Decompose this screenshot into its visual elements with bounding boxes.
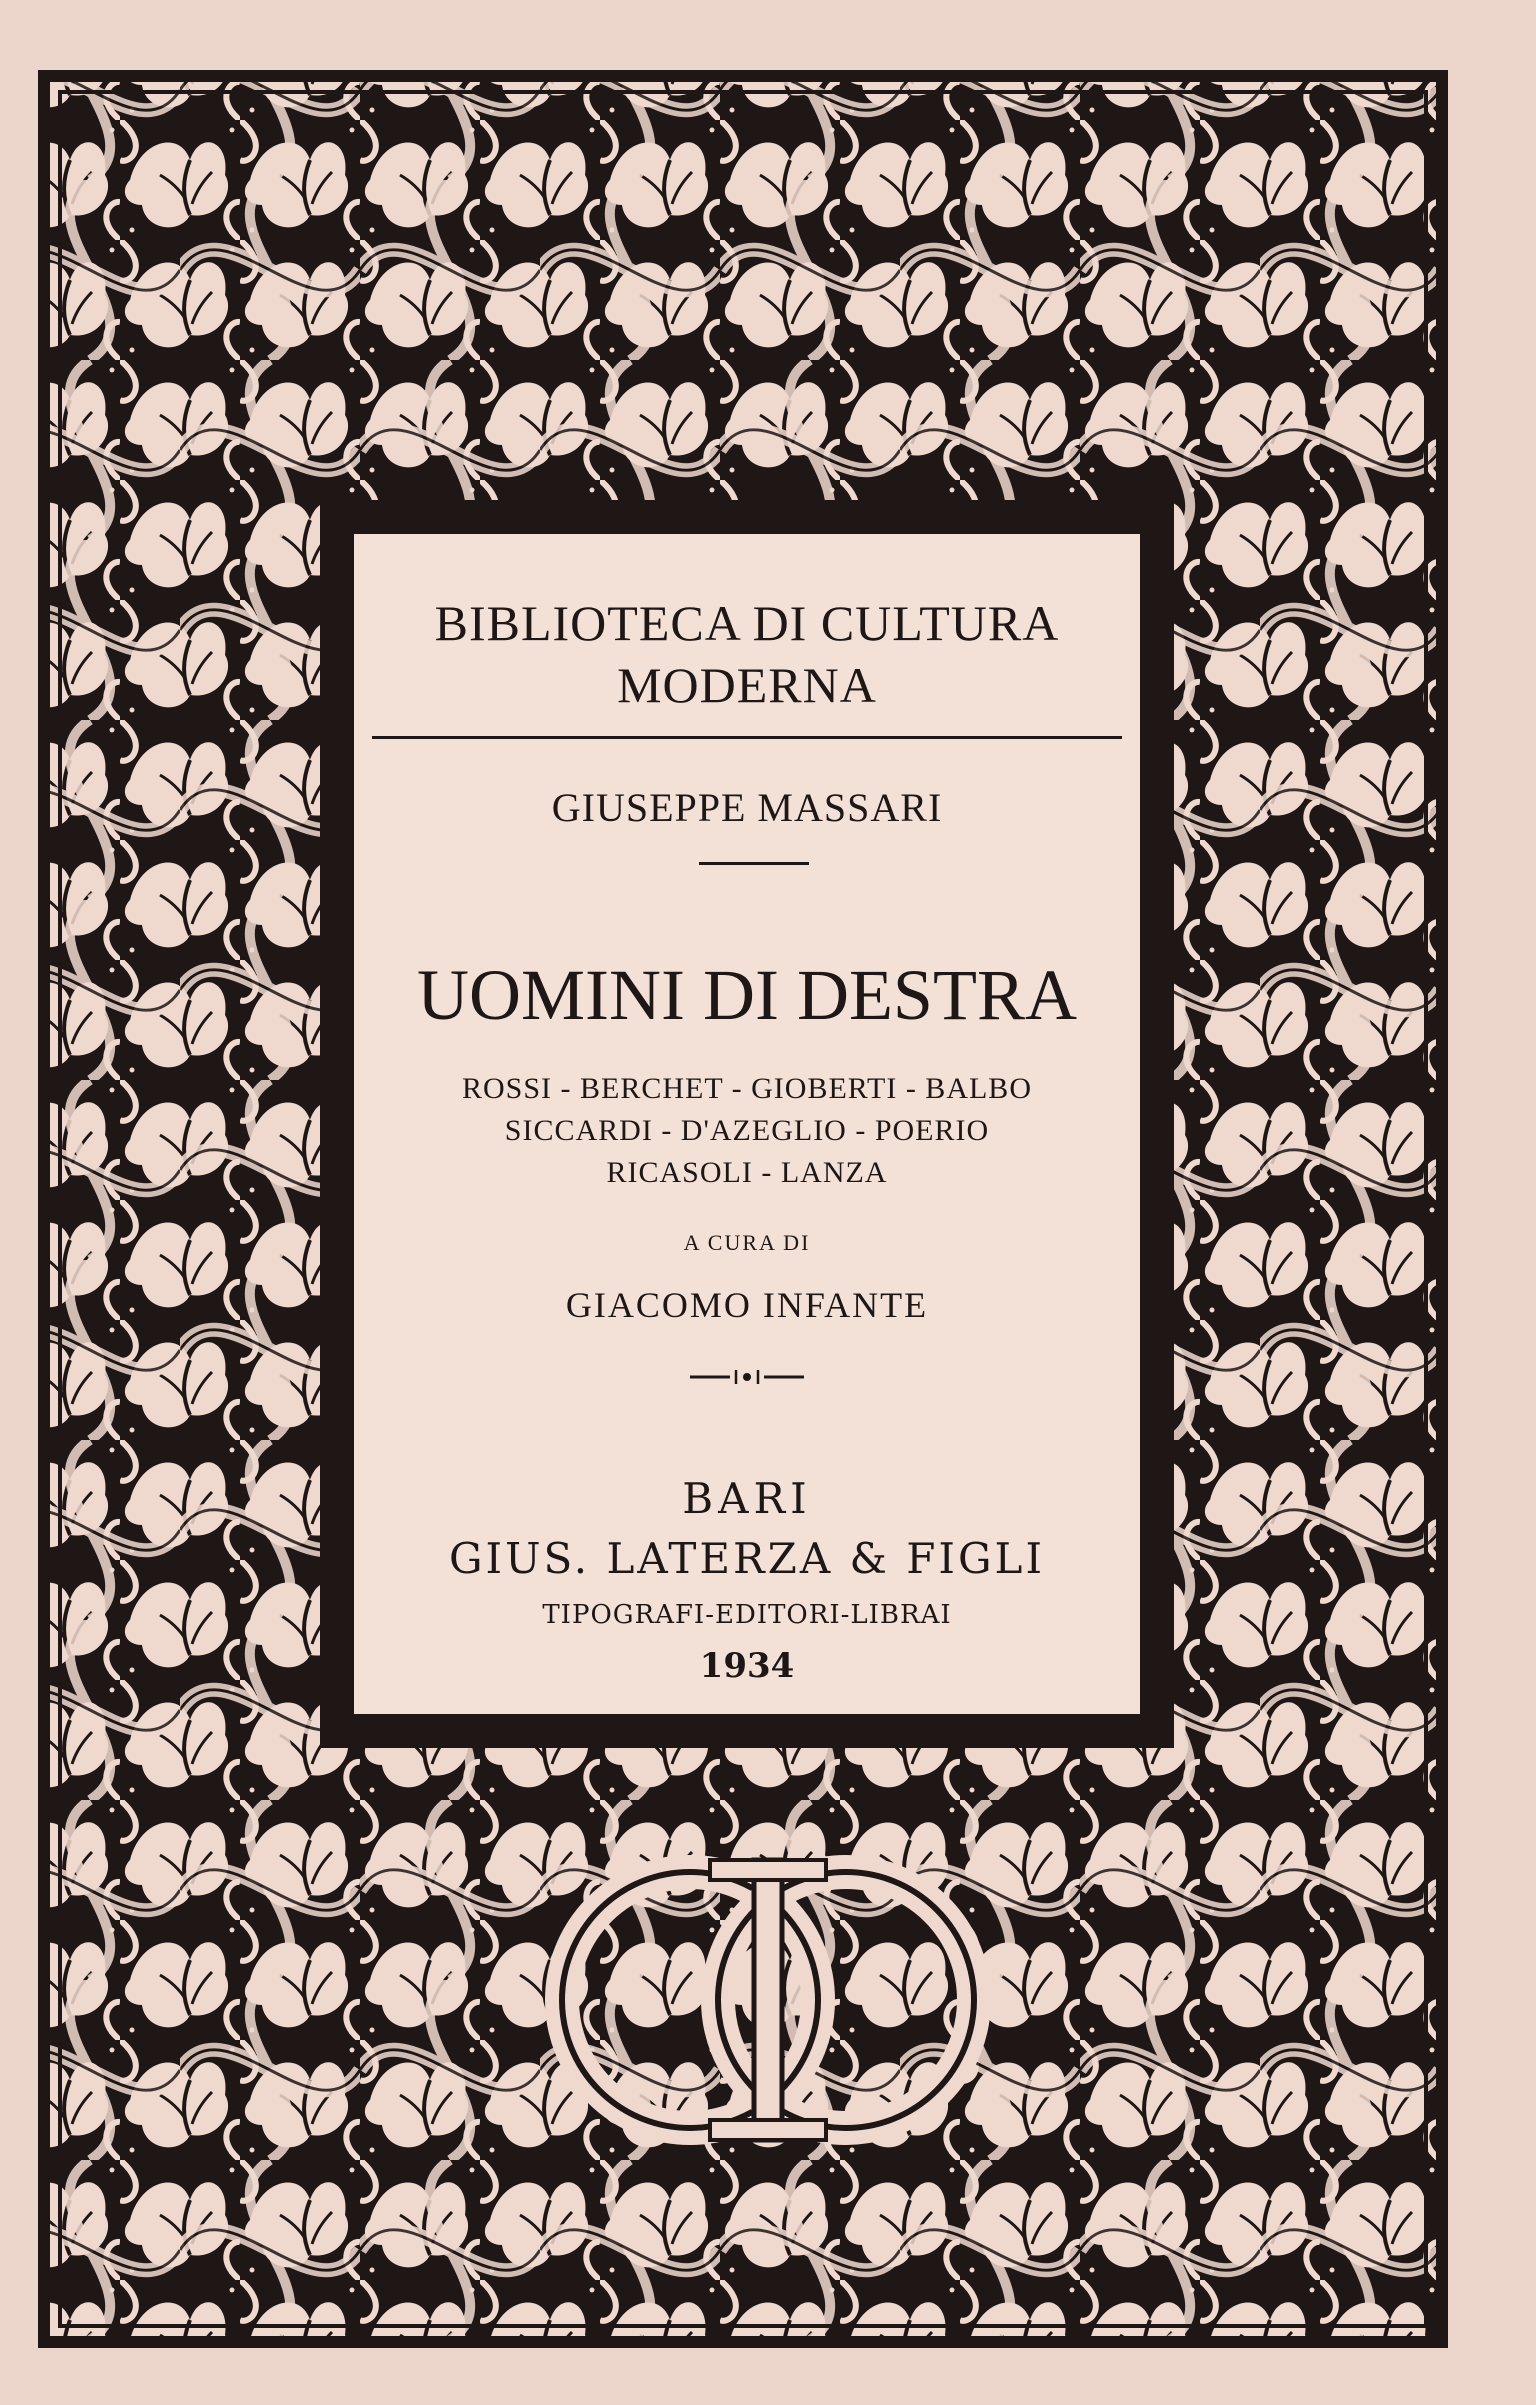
publication-year: 1934 — [699, 1646, 795, 1686]
publisher-monogram-icon — [540, 1850, 996, 2150]
title-panel — [348, 528, 1146, 1720]
subject-names-line-3: RICASOLI - LANZA — [606, 1156, 888, 1189]
dot-rule-ornament-icon — [354, 1362, 1140, 1392]
series-title-line-1: BIBLIOTECA DI CULTURA — [434, 595, 1060, 651]
editor-name: GIACOMO INFANTE — [565, 1285, 929, 1325]
series-title — [354, 592, 1140, 716]
series-title-line-2: MODERNA — [617, 657, 877, 713]
author-name: GIUSEPPE MASSARI — [551, 785, 943, 830]
curated-by-label: A CURA DI — [683, 1230, 811, 1255]
short-divider-rule — [699, 862, 809, 865]
publisher-trade: TIPOGRAFI-EDITORI-LIBRAI — [542, 1600, 952, 1630]
subject-names-line-1: ROSSI - BERCHET - GIOBERTI - BALBO — [462, 1072, 1032, 1105]
subject-names — [354, 1068, 1140, 1194]
subject-names-line-2: SICCARDI - D'AZEGLIO - POERIO — [504, 1114, 990, 1147]
publisher-name: GIUS. LATERZA & FIGLI — [448, 1534, 1046, 1583]
publication-city: BARI — [682, 1474, 812, 1523]
book-title: UOMINI DI DESTRA — [417, 955, 1077, 1035]
divider-rule — [372, 736, 1122, 739]
